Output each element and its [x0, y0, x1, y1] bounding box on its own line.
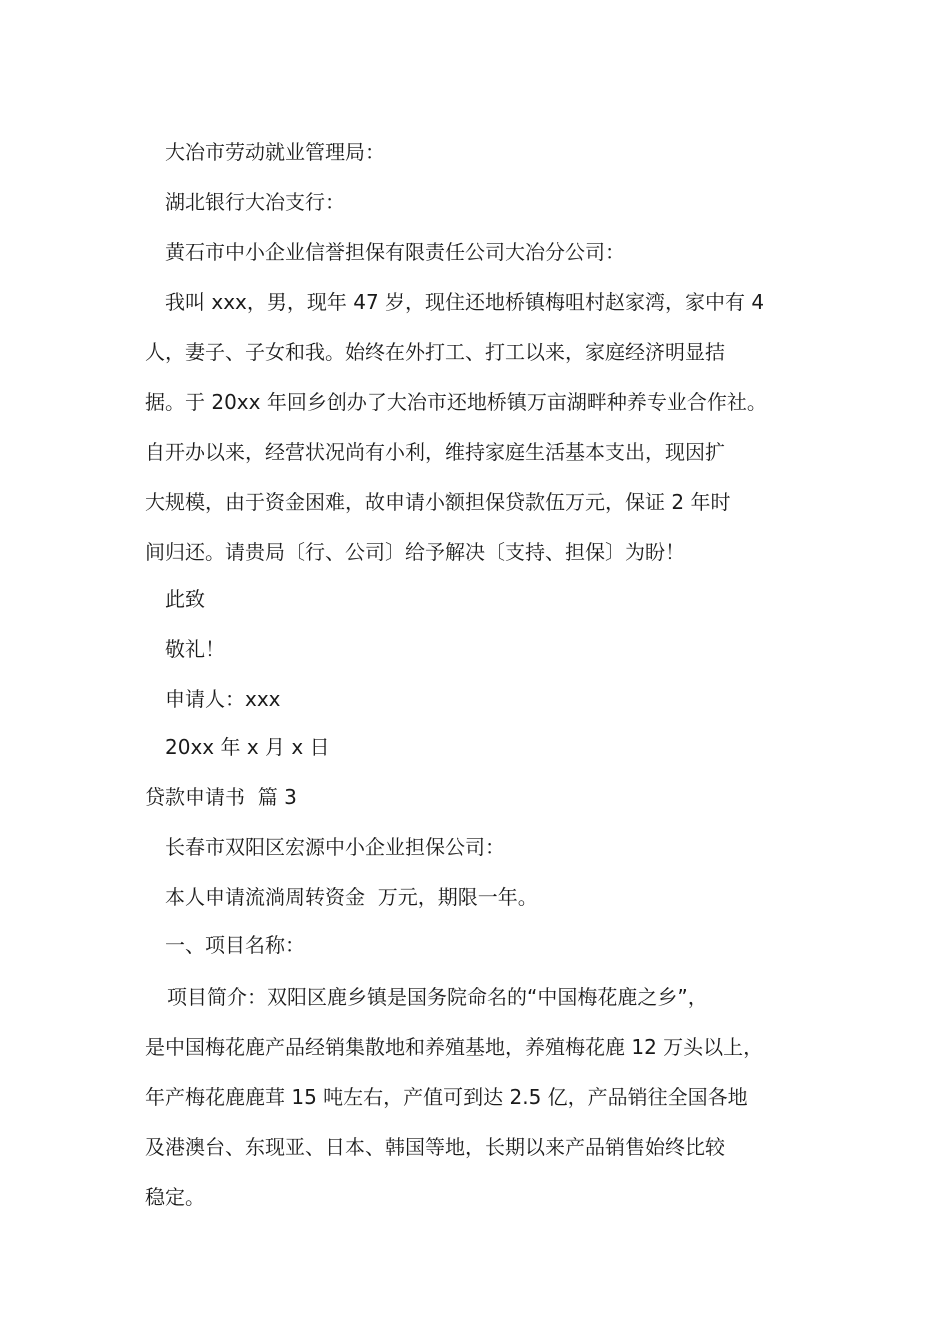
addressee-line: 黄石市中小企业信誉担保有限责任公司大冶分公司：	[165, 240, 625, 264]
body-line: 自开办以来，经营状况尚有小利，维持家庭生活基本支出，现因扩	[145, 440, 725, 464]
addressee-line: 长春市双阳区宏源中小企业担保公司：	[165, 835, 505, 859]
body-paragraph	[145, 972, 835, 1222]
body-line: 据。于 20xx 年回乡创办了大冶市还地桥镇万亩湖畔种养专业合作社。	[145, 390, 767, 414]
date-line: 20xx 年 x 月 x 日	[165, 735, 330, 759]
body-line: 我叫 xxx，男，现年 47 岁，现住还地桥镇梅咀村赵家湾，家中有 4	[165, 290, 765, 314]
section-title: 贷款申请书 篇 3	[145, 785, 297, 809]
body-line: 间归还。请贵局〔行、公司〕给予解决〔支持、担保〕为盼！	[145, 540, 685, 564]
section-heading: 一、项目名称：	[165, 933, 305, 957]
body-line: 大规模，由于资金困难，故申请小额担保贷款伍万元，保证 2 年时	[145, 490, 731, 514]
body-line: 稳定。	[145, 1185, 205, 1209]
applicant-line: 申请人：xxx	[165, 687, 281, 711]
body-line: 本人申请流淌周转资金 万元，期限一年。	[165, 885, 538, 909]
body-line: 人，妻子、子女和我。始终在外打工、打工以来，家庭经济明显拮	[145, 340, 725, 364]
addressee-line: 湖北银行大冶支行：	[165, 190, 345, 214]
body-line: 是中国梅花鹿产品经销集散地和养殖基地，养殖梅花鹿 12 万头以上，	[145, 1035, 764, 1059]
closing-line: 敬礼！	[165, 637, 225, 661]
closing-line: 此致	[165, 587, 205, 611]
body-line: 年产梅花鹿鹿茸 15 吨左右，产值可到达 2.5 亿，产品销往全国各地	[145, 1085, 748, 1109]
body-paragraph	[145, 277, 835, 577]
body-line: 项目简介：双阳区鹿乡镇是国务院命名的“中国梅花鹿之乡”，	[167, 985, 708, 1009]
body-line: 及港澳台、东现亚、日本、韩国等地，长期以来产品销售始终比较	[145, 1135, 725, 1159]
addressee-line: 大冶市劳动就业管理局：	[165, 140, 385, 164]
